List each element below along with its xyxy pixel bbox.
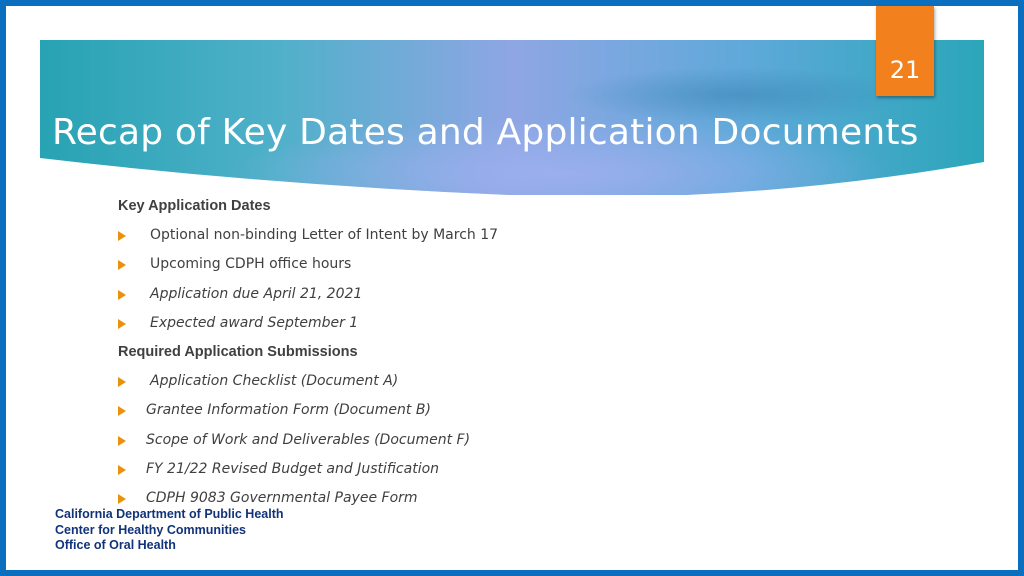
page-number: 21: [889, 56, 921, 84]
bullet-arrow-icon: [118, 465, 126, 475]
list-item: CDPH 9083 Governmental Payee Form: [118, 484, 818, 513]
bullet-arrow-icon: [118, 290, 126, 300]
slide-title: Recap of Key Dates and Application Documents: [52, 112, 919, 153]
bullet-arrow-icon: [118, 406, 126, 416]
bullet-arrow-icon: [118, 231, 126, 241]
bullet-arrow-icon: [118, 436, 126, 446]
bullet-arrow-icon: [118, 377, 126, 387]
list-item: Application due April 21, 2021: [118, 280, 818, 309]
list-item: FY 21/22 Revised Budget and Justification: [118, 455, 818, 484]
list-item: Scope of Work and Deliverables (Document F): [118, 426, 818, 455]
list-item: Application Checklist (Document A): [118, 367, 818, 396]
page-number-tag: [876, 6, 934, 96]
footer-line: Center for Healthy Communities: [55, 522, 247, 537]
list-item: Upcoming CDPH office hours: [118, 250, 818, 279]
bullet-arrow-icon: [118, 260, 126, 270]
list-item: Expected award September 1: [118, 309, 818, 338]
footer-line: Office of Oral Health: [55, 538, 176, 552]
organization-footer: [55, 507, 284, 554]
key-dates-heading: Key Application Dates: [118, 198, 271, 214]
list-item: Grantee Information Form (Document B): [118, 396, 818, 425]
list-item: Optional non-binding Letter of Intent by March 17: [118, 221, 818, 250]
submissions-heading: Required Application Submissions: [118, 344, 358, 361]
bullet-arrow-icon: [118, 494, 126, 504]
bullet-arrow-icon: [118, 319, 126, 329]
footer-line: California Department of Public Health: [55, 507, 284, 521]
slide-body: [118, 192, 818, 514]
